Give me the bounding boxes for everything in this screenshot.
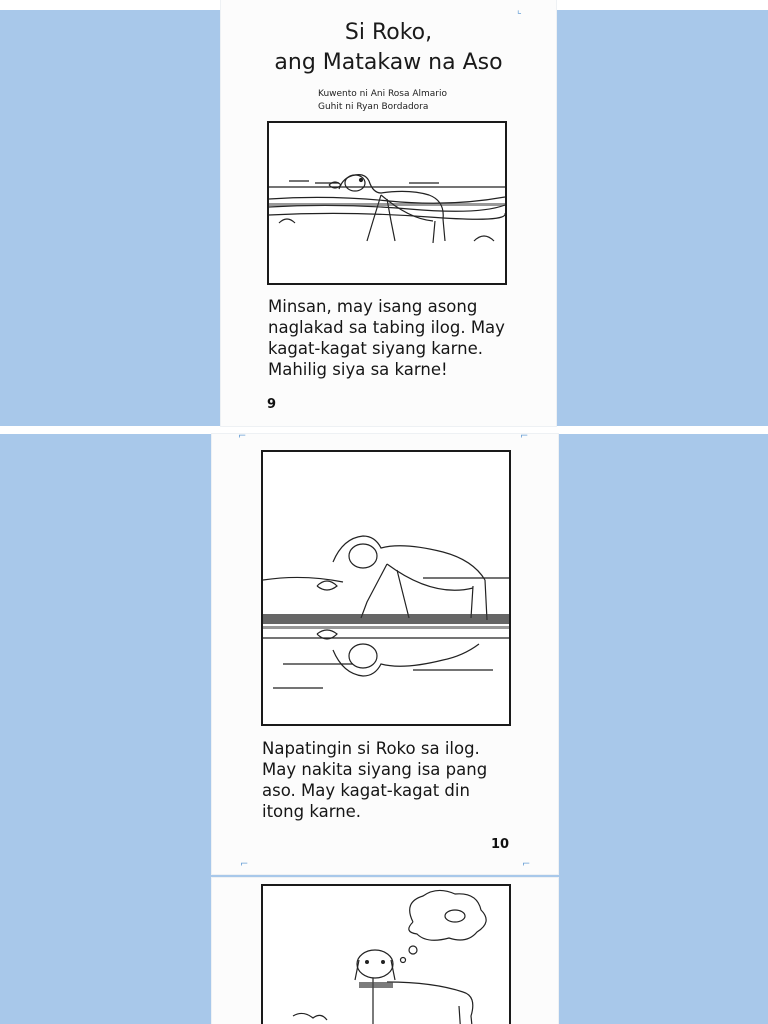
story-text-page-10 [262,738,487,822]
story-line: Mahilig siya sa karne! [268,360,448,379]
dog-reflection-drawing [263,452,509,724]
dog-drawing [269,123,505,283]
story-line: Minsan, may isang asong [268,297,478,316]
illustration-dog-with-meat [267,121,507,285]
story-line: May nakita siyang isa pang [262,760,488,779]
story-line: aso. May kagat-kagat din [262,781,470,800]
illustration-dog-thinking [261,884,511,1024]
book-page-11 [212,878,558,1024]
story-line: kagat-kagat siyang karne. [268,339,484,358]
illustration-dog-reflection [261,450,511,726]
page-number: 10 [491,837,510,852]
page-number: 9 [267,397,277,412]
story-line: naglakad sa tabing ilog. May [268,318,505,337]
crop-mark: ⌐ [238,434,247,442]
illustrator-credit: Guhit ni Ryan Bordadora [318,102,429,112]
book-page-9 [221,0,556,426]
crop-mark: ⌐ [522,859,531,870]
book-page-10 [212,434,558,874]
author-credit: Kuwento ni Ani Rosa Almario [318,89,448,99]
story-line: itong karne. [262,802,362,821]
story-title-line2: ang Matakaw na Aso [274,50,503,75]
story-text-page-9 [268,296,505,380]
crop-mark: ⌞ [517,5,522,16]
story-line: Napatingin si Roko sa ilog. [262,739,480,758]
crop-mark: ⌐ [240,859,249,870]
crop-mark: ⌐ [520,434,529,442]
story-title-line1: Si Roko, [344,20,433,45]
dog-thinking-drawing [263,886,509,1024]
